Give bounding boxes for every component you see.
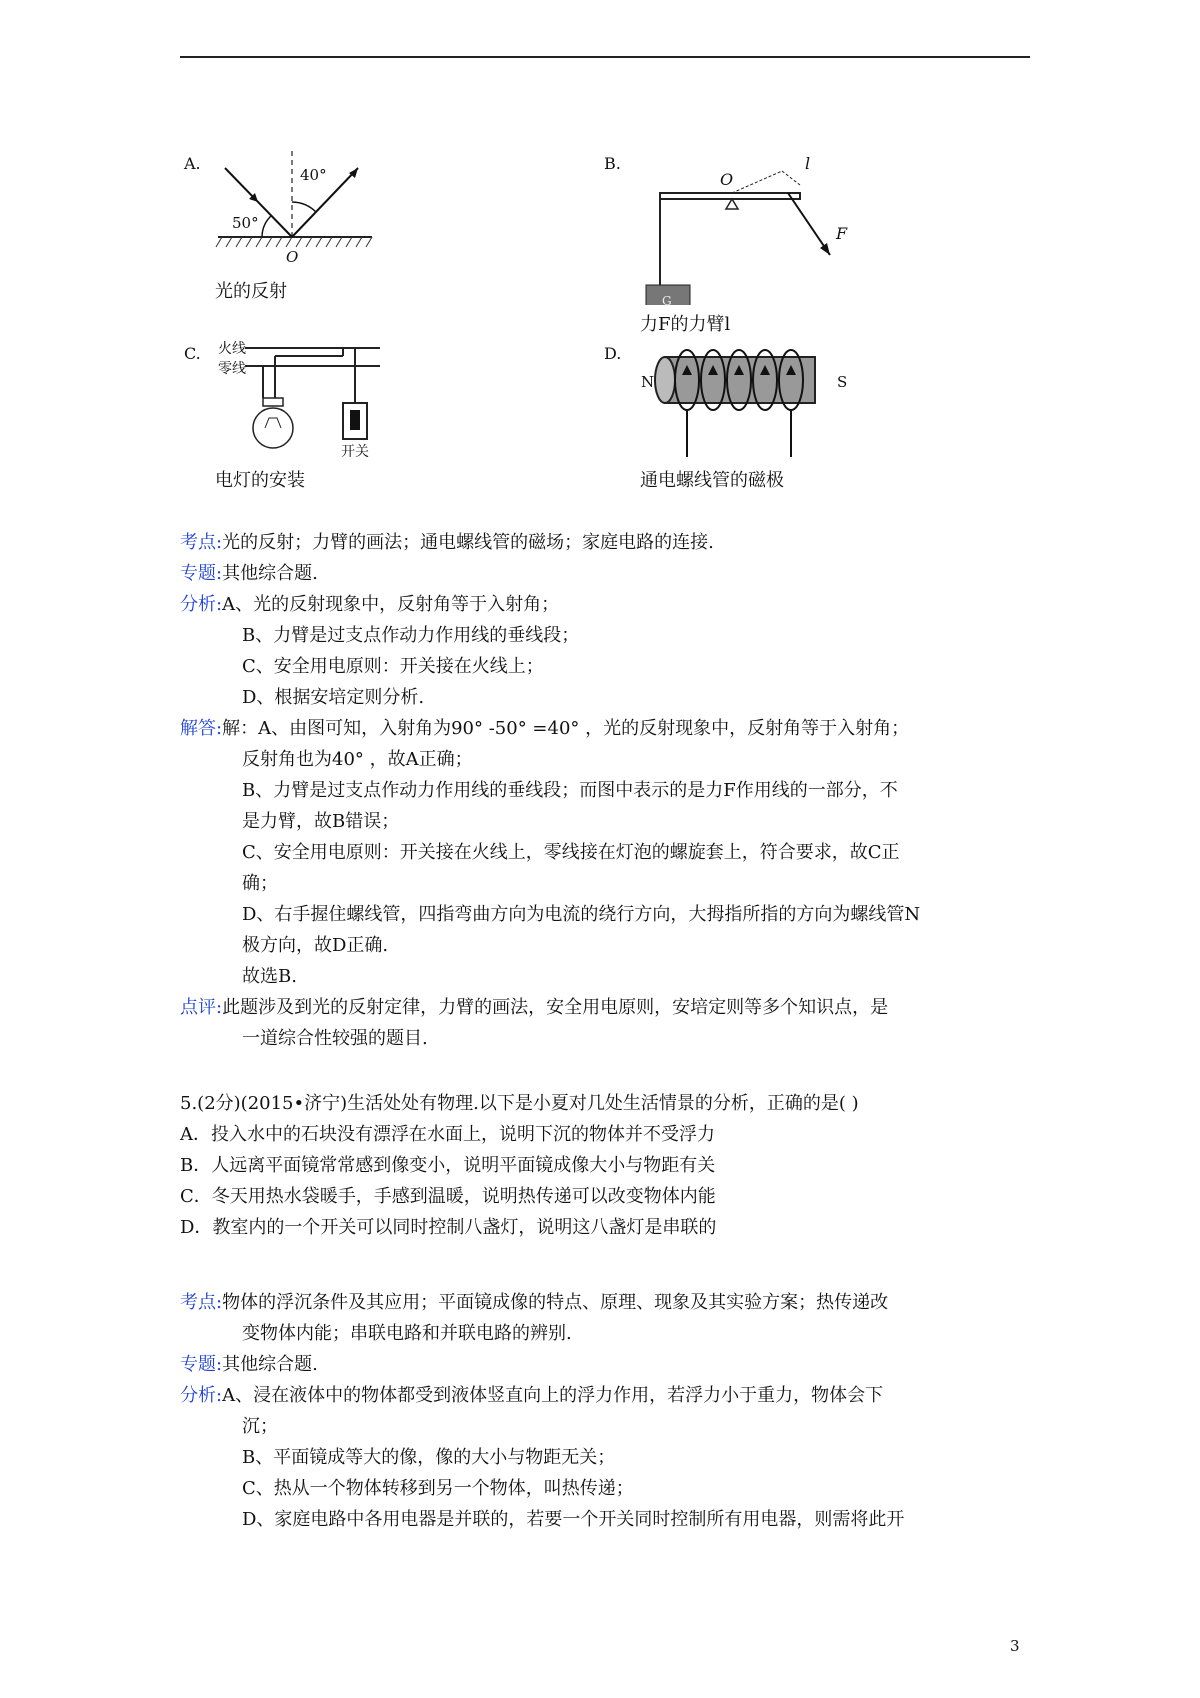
figure-c-letter: C. xyxy=(184,344,201,363)
q4-kaodian: 考点:光的反射；力臂的画法；通电螺线管的磁场；家庭电路的连接. xyxy=(180,532,714,553)
zhuanti-label: 专题: xyxy=(180,563,223,584)
q5-option-c: C．冬天用热水袋暖手，手感到温暖，说明热传递可以改变物体内能 xyxy=(180,1186,716,1207)
force-f-label: F xyxy=(836,224,848,243)
q5-option-b: B．人远离平面镜常常感到像变小，说明平面镜成像大小与物距有关 xyxy=(180,1155,716,1176)
kaodian-label: 考点: xyxy=(180,532,223,553)
arm-l-label: l xyxy=(805,155,811,173)
q5-fenxi: 分析:A、浸在液体中的物体都受到液体竖直向上的浮力作用，若浮力小于重力，物体会下 xyxy=(180,1385,884,1406)
figure-a-caption: 光的反射 xyxy=(215,281,287,302)
reflection-diagram xyxy=(200,150,380,270)
q5-option-a: A．投入水中的石块没有漂浮在水面上，说明下沉的物体并不受浮力 xyxy=(180,1124,715,1145)
angle-50-label: 50° xyxy=(232,214,259,232)
jieda-label: 解答: xyxy=(180,718,223,739)
figure-c-caption: 电灯的安装 xyxy=(215,470,305,491)
q4-fenxi-line: B、力臂是过支点作动力作用线的垂线段； xyxy=(242,625,580,646)
fenxi-label: 分析: xyxy=(180,1385,223,1406)
q4-jieda-line: 故选B. xyxy=(242,966,297,987)
angle-40-label: 40° xyxy=(300,166,327,184)
switch-label: 开关 xyxy=(341,444,369,460)
neutral-wire-label: 零线 xyxy=(218,361,246,377)
q4-jieda-line: D、右手握住螺线管，四指弯曲方向为电流的绕行方向，大拇指所指的方向为螺线管N xyxy=(242,904,921,925)
dianping-label: 点评: xyxy=(180,997,223,1018)
q5-question xyxy=(180,1088,1030,1243)
lever-diagram xyxy=(640,155,860,305)
point-o-label: O xyxy=(286,248,299,266)
q4-jieda-line: C、安全用电原则：开关接在火线上，零线接在灯泡的螺旋套上，符合要求，故C正 xyxy=(242,842,900,863)
q4-jieda-line: 极方向，故D正确. xyxy=(242,935,389,956)
figure-b-letter: B. xyxy=(604,154,621,173)
q4-zhuanti: 专题:其他综合题. xyxy=(180,563,318,584)
lamp-circuit-diagram xyxy=(215,338,390,463)
q4-fenxi-line: C、安全用电原则：开关接在火线上； xyxy=(242,656,544,677)
q5-kaodian: 考点:物体的浮沉条件及其应用；平面镜成像的特点、原理、现象及其实验方案；热传递改 xyxy=(180,1292,889,1313)
figure-b-caption: 力F的力臂l xyxy=(640,314,731,335)
q4-dianping-line: 一道综合性较强的题目. xyxy=(242,1028,428,1049)
q4-fenxi-line: D、根据安培定则分析. xyxy=(242,687,425,708)
q5-fenxi-line: 沉； xyxy=(242,1416,278,1437)
q5-stem: 5.(2分)(2015•济宁)生活处处有物理.以下是小夏对几处生活情景的分析，正确的是( ) xyxy=(180,1093,859,1114)
q4-jieda-line: 确； xyxy=(242,873,278,894)
q4-dianping: 点评:此题涉及到光的反射定律，力臂的画法，安全用电原则，安培定则等多个知识点，是 xyxy=(180,997,889,1018)
q5-fenxi-line: B、平面镜成等大的像，像的大小与物距无关； xyxy=(242,1447,616,1468)
q5-option-d: D．教室内的一个开关可以同时控制八盏灯，说明这八盏灯是串联的 xyxy=(180,1217,717,1238)
kaodian-label: 考点: xyxy=(180,1292,223,1313)
header-rule xyxy=(180,56,1030,58)
weight-g-label: G xyxy=(662,294,672,305)
live-wire-label: 火线 xyxy=(218,341,246,357)
q4-jieda: 解答:解：A、由图可知，入射角为90° -50° =40° ，光的反射现象中，反射角等于入射角； xyxy=(180,718,910,739)
q5-analysis xyxy=(180,1287,1030,1535)
page-number: 3 xyxy=(1010,1637,1020,1655)
pivot-o-label: O xyxy=(720,170,734,189)
figure-d-caption: 通电螺线管的磁极 xyxy=(640,470,784,491)
figure-d-letter: D. xyxy=(604,344,622,363)
q4-jieda-line: 反射角也为40° ，故A正确； xyxy=(242,749,473,770)
q4-jieda-line: B、力臂是过支点作动力作用线的垂线段；而图中表示的是力F作用线的一部分，不 xyxy=(242,780,898,801)
q4-analysis xyxy=(180,527,1030,1054)
q5-fenxi-line: D、家庭电路中各用电器是并联的，若要一个开关同时控制所有用电器，则需将此开 xyxy=(242,1509,905,1530)
south-pole-label: S xyxy=(837,373,848,391)
q5-kaodian-line: 变物体内能；串联电路和并联电路的辨别. xyxy=(242,1323,572,1344)
zhuanti-label: 专题: xyxy=(180,1354,223,1375)
q5-fenxi-line: C、热从一个物体转移到另一个物体，叫热传递； xyxy=(242,1478,634,1499)
north-pole-label: N xyxy=(641,373,655,391)
figure-a-letter: A. xyxy=(184,154,201,173)
q5-zhuanti: 专题:其他综合题. xyxy=(180,1354,318,1375)
fenxi-label: 分析: xyxy=(180,594,223,615)
q4-fenxi: 分析:A、光的反射现象中，反射角等于入射角； xyxy=(180,594,560,615)
solenoid-diagram xyxy=(635,345,855,460)
q4-jieda-line: 是力臂，故B错误； xyxy=(242,811,400,832)
